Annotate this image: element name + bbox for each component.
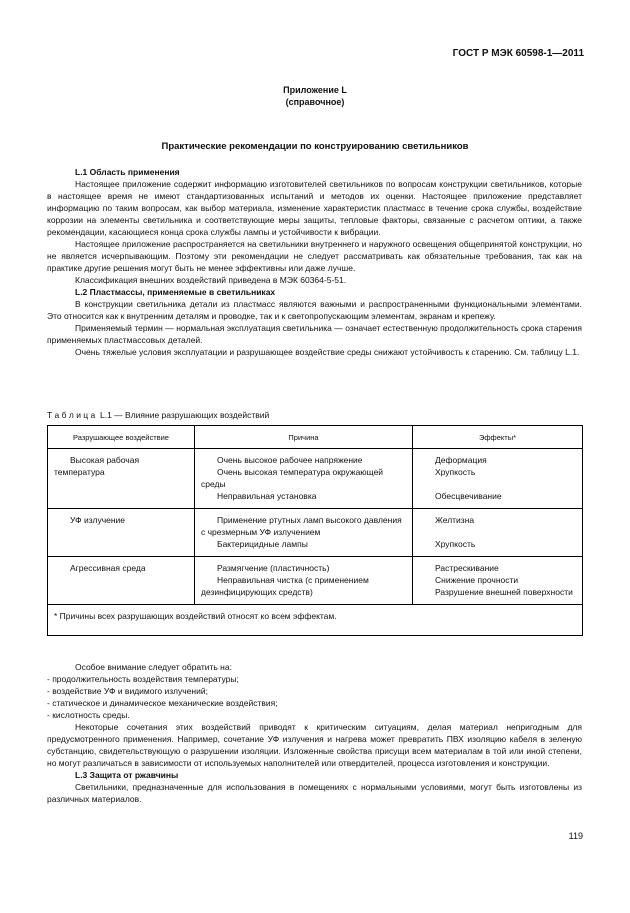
effect-item: Хрупкость — [435, 539, 476, 549]
effect-item: Снижение прочности — [435, 575, 519, 585]
effects-table — [47, 425, 583, 636]
main-text — [47, 166, 582, 358]
table-caption: Т а б л и ц а L.1 — Влияние разрушающих воздействий — [47, 410, 270, 420]
table-cell — [413, 509, 583, 557]
document-code-header: ГОСТ Р МЭК 60598-1—2011 — [452, 48, 584, 59]
table-cell: Высокая рабочая температура — [48, 449, 195, 509]
effect-item: Желтизна — [435, 515, 475, 525]
table-row — [48, 557, 582, 605]
table-cell: УФ излучение — [48, 509, 195, 557]
page-number: 119 — [568, 831, 583, 841]
appendix-title: Приложение L — [283, 85, 347, 95]
appendix-subtitle: (справочное) — [285, 97, 345, 107]
list-item: - кислотность среды. — [47, 710, 130, 720]
paragraph: Применяемый термин — нормальная эксплуатация светильника — означает естественную продолжительность срока старения применяемых пластмассовых деталей. — [47, 323, 582, 345]
list-item: - статическое и динамическое механические воздействия; — [47, 698, 278, 708]
paragraph: В конструкции светильника детали из пластмасс являются важными и распространенными функциональными элементами. Это относится как к внутренним деталям и проводке, так и к светопропускающим элементам, экранам и крепежу. — [47, 299, 582, 321]
effect-item: Обесцвечивание — [435, 491, 502, 501]
section-heading-l3: L.3 Защита от ржавчины — [75, 770, 179, 780]
section-heading-l1: L.1 Область применения — [75, 167, 180, 177]
table-cell — [195, 449, 413, 509]
cause-item: Очень высокая температура окружающей среды — [201, 467, 384, 489]
effect-item: Хрупкость — [435, 467, 476, 477]
effect-item: Разрушение внешней поверхности — [435, 587, 573, 597]
appendix-heading — [0, 84, 630, 108]
table-header: Причина — [195, 426, 413, 449]
table-cell — [195, 509, 413, 557]
table-cell — [195, 557, 413, 605]
document-title: Практические рекомендации по конструированию светильников — [161, 141, 469, 152]
table-header: Разрушающее воздействие — [48, 426, 195, 449]
cause-item: Размягчение (пластичность) — [217, 563, 330, 573]
paragraph: Настоящее приложение содержит информацию изготовителей светильников по вопросам конструкции светильников, которые в настоящее время не имеют стандартизованных испытаний и методов их оценки. Настоящее приложение представляет информацию по таким вопросам, как выбор материала, изменение характеристик пластмасс в течение срока службы, воздействие коррозии на элементы светильника и соответствующие меры защиты, тепловые факторы, связанные с расчетом оптики, а также рекомендации, касающиеся конца срока службы лампы и устойчивости к вибрации. — [47, 179, 582, 237]
effect-spacer — [419, 478, 576, 490]
paragraph: Очень тяжелые условия эксплуатации и разрушающее воздействие среды снижают устойчивость к старению. См. таблицу L.1. — [75, 347, 580, 357]
table-header: Эффекты* — [413, 426, 583, 449]
table-row — [48, 449, 582, 509]
effect-item: Деформация — [435, 455, 487, 465]
section-heading-l2: L.2 Пластмассы, применяемые в светильниках — [75, 287, 276, 297]
table-row — [48, 509, 582, 557]
effect-item: Растрескивание — [435, 563, 499, 573]
list-item: - воздействие УФ и видимого излучений; — [47, 686, 208, 696]
table-cell — [413, 449, 583, 509]
paragraph: Некоторые сочетания этих воздействий приводят к критическим ситуациям, делая материал непригодным для предусмотренного применения. Например, сочетание УФ излучения и нагрева может превратить ПВХ изоляцию кабеля в зеленую субстанцию, свидетельствующую о разрушении изоляции. Изложенные свойства присущи всем материалам в той или иной степени, но могут различаться в зависимости от используемых наполнителей или отвердителей, процесса изготовления и конструкции. — [47, 722, 582, 768]
paragraph: Классификация внешних воздействий приведена в МЭК 60364-5-51. — [75, 275, 347, 285]
cause-item: Неправильная чистка (с применением дезинфицирующих средств) — [201, 575, 369, 597]
table-cell: Агрессивная среда — [48, 557, 195, 605]
list-item: - продолжительность воздействия температуры; — [47, 674, 239, 684]
after-table-text — [47, 661, 582, 805]
cause-item: Применение ртутных ламп высокого давления с чрезмерным УФ излучением — [201, 515, 402, 537]
table-cell — [413, 557, 583, 605]
effect-spacer — [419, 526, 576, 538]
table-footnote: * Причины всех разрушающих воздействий относят ко всем эффектам. — [54, 611, 337, 621]
cause-item: Очень высокое рабочее напряжение — [217, 455, 363, 465]
table-footnote-row — [48, 605, 582, 629]
list-intro: Особое внимание следует обратить на: — [75, 662, 232, 672]
paragraph: Настоящее приложение распространяется на светильники внутреннего и наружного освещения общепринятой конструкции, но не является исчерпывающим. Поэтому эти рекомендации не следует рассматривать как обязательные требования, так как на практике другие решения могут быть не менее эффективны или даже лучше. — [47, 239, 582, 273]
cause-item: Бактерицидные лампы — [217, 539, 308, 549]
paragraph: Светильники, предназначенные для использования в помещениях с нормальными условиями, могут быть изготовлены из различных материалов. — [47, 782, 582, 804]
cause-item: Неправильная установка — [217, 491, 317, 501]
